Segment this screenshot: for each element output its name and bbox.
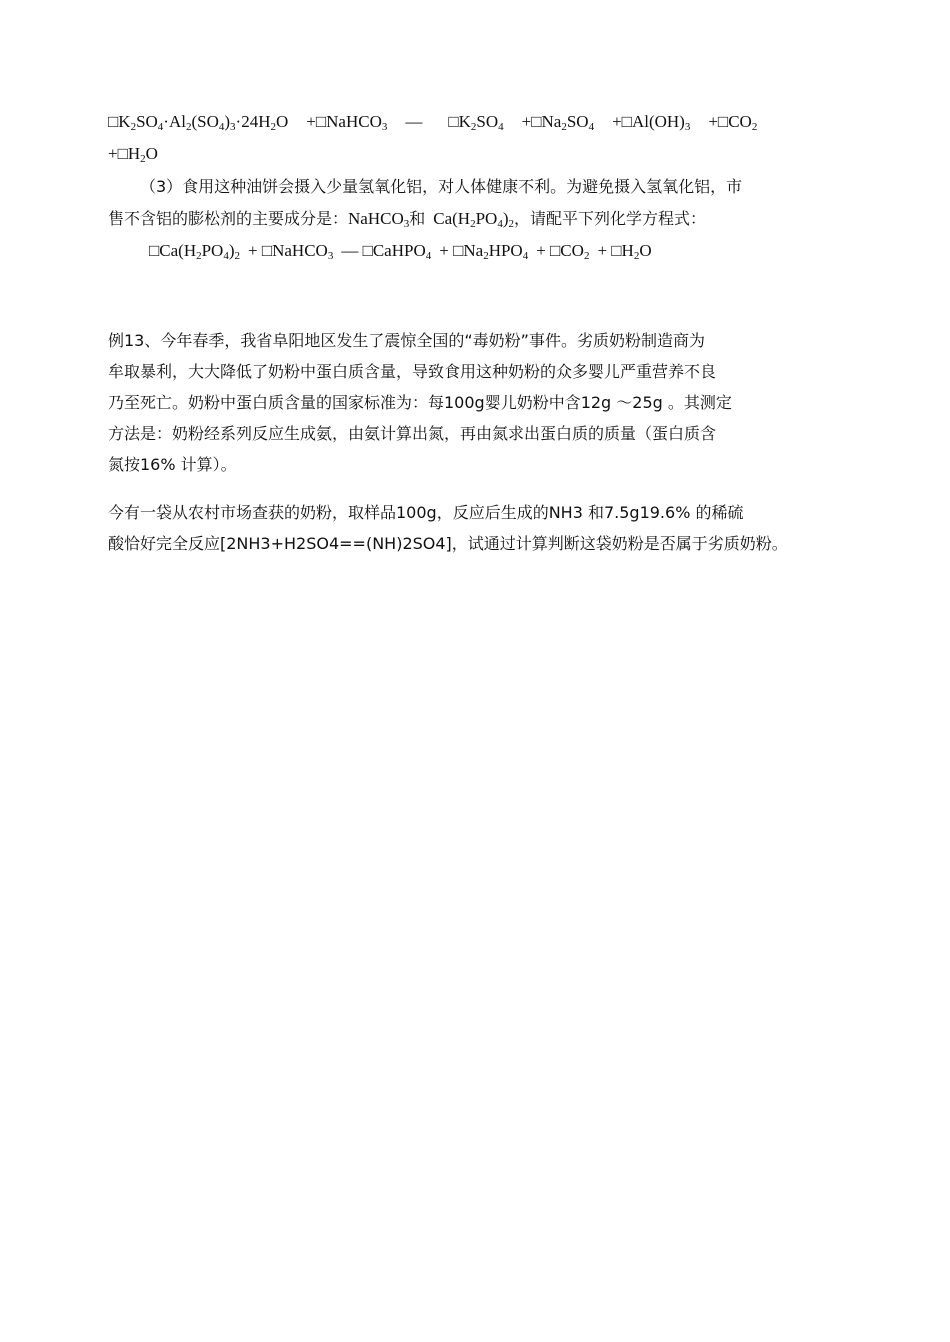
part3-line1: （3）食用这种油饼会摄入少量氢氧化铝，对人体健康不利。为避免摄入氢氧化铝，市 xyxy=(140,177,743,196)
equation2-line: $□Ca(H_2PO_4)_2$ + □NaHCO$_3$ — □CaHPO$_4$ + $□Na_2HPO_4$ + $□CO_2$ + $□H_2O$ xyxy=(149,241,652,262)
example13-line2: 牟取暴利，大大降低了奶粉中蛋白质含量，导致食用这种奶粉的众多婴儿严重营养不良 xyxy=(108,362,717,381)
part3-line2: 售不含铝的膨松剂的主要成分是：NaHCO$_3$和 $Ca(H_2PO_4)_2$，请配平下列化学方程式： xyxy=(108,209,706,230)
question-line2: 酸恰好完全反应[2NH3+H2SO4==(NH)2SO4]，试通过计算判断这袋奶粉是否属于劣质奶粉。 xyxy=(108,534,788,553)
coefficient-box: □ xyxy=(108,112,119,131)
question-line1: 今有一袋从农村市场查获的奶粉，取样品100g，反应后生成的NH3 和7.5g19.6% 的稀硫 xyxy=(108,503,744,522)
equation1-line1: $□K_2SO_4\cdot Al_2(SO_4)_3\cdot 24H_2O$ +□NaHCO$_3$ — $□K_2SO_4$ $+□Na_2SO_4$ $+□Al(OH)_3$ $+□CO_2$ xyxy=(108,112,758,133)
example13-line4: 方法是：奶粉经系列反应生成氨，由氨计算出氮，再由氮求出蛋白质的质量（蛋白质含 xyxy=(108,424,717,443)
example13-line3: 乃至死亡。奶粉中蛋白质含量的国家标准为：每100g婴儿奶粉中含12g ～25g 。其测定 xyxy=(108,393,732,412)
example13-line5: 氮按16% 计算）。 xyxy=(108,455,237,474)
equation1-line2: $+□H_2O$ xyxy=(108,144,158,165)
example13-line1: 例13、今年春季，我省阜阳地区发生了震惊全国的“毒奶粉”事件。劣质奶粉制造商为 xyxy=(108,331,705,350)
reaction-dash: — xyxy=(405,112,423,131)
